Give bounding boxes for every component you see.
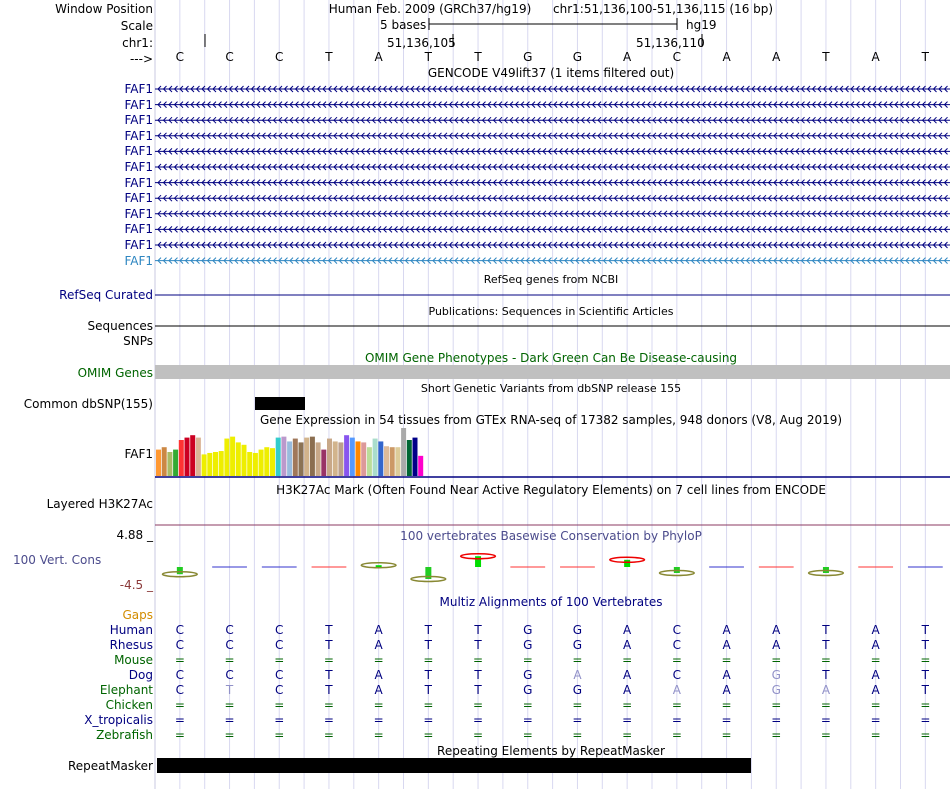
phylop-min: -4.5 _ (119, 578, 153, 592)
gtex-bar (224, 439, 229, 476)
gtex-bar (276, 438, 281, 476)
phylop-mark (376, 565, 382, 567)
phylop-mark (475, 556, 481, 567)
gtex-bars (156, 428, 423, 476)
gtex-bar (293, 439, 298, 476)
multiz-title[interactable]: Multiz Alignments of 100 Vertebrates (439, 595, 663, 609)
gtex-bar (356, 441, 361, 476)
multiz-species-label[interactable]: Zebrafish (96, 728, 153, 742)
gtex-bar (333, 441, 338, 476)
phylop-label[interactable]: 100 Vert. Cons (13, 553, 102, 567)
strand-arrow-label: ---> (129, 52, 153, 66)
repeatmasker-item (157, 758, 751, 773)
coord-b: 51,136,110 (636, 36, 705, 50)
gencode-label[interactable]: FAF1 (124, 253, 153, 268)
gtex-bar (327, 439, 332, 476)
gtex-bar (367, 447, 372, 476)
gencode-label[interactable]: FAF1 (124, 191, 153, 206)
phylop-max: 4.88 _ (116, 528, 153, 542)
gtex-bar (338, 442, 343, 476)
gencode-label[interactable]: FAF1 (124, 222, 153, 237)
gtex-bar (207, 453, 212, 476)
publications-label[interactable]: Sequences (87, 319, 153, 333)
position-text: chr1:51,136,100-51,136,115 (16 bp) (553, 2, 774, 16)
gtex-bar (384, 446, 389, 476)
multiz-species-label[interactable]: Human (109, 623, 153, 637)
coord-a: 51,136,105 (387, 36, 456, 50)
gtex-bar (264, 447, 269, 476)
multiz-species-label[interactable]: Chicken (105, 698, 153, 712)
omim-title[interactable]: OMIM Gene Phenotypes - Dark Green Can Be Disease-causing (364, 351, 738, 365)
gtex-bar (185, 438, 190, 476)
gtex-bar (247, 452, 252, 476)
gencode-label[interactable]: FAF1 (124, 160, 153, 174)
gencode-label[interactable]: FAF1 (124, 128, 153, 143)
gtex-bar (190, 435, 195, 476)
h3k27ac-label[interactable]: Layered H3K27Ac (46, 497, 153, 511)
gtex-bar (361, 442, 366, 476)
gtex-bar (162, 447, 167, 476)
gtex-bar (196, 438, 201, 476)
phylop-title[interactable]: 100 vertebrates Basewise Conservation by PhyloP (400, 529, 702, 543)
gtex-bar (173, 450, 178, 476)
gencode-label[interactable]: FAF1 (124, 113, 153, 128)
refseq-label[interactable]: RefSeq Curated (59, 288, 153, 302)
gtex-bar (304, 438, 309, 476)
phylop-mark (177, 567, 183, 574)
gtex-bar (259, 450, 264, 476)
gtex-bar (213, 452, 218, 476)
multiz-species-label[interactable]: Mouse (114, 653, 153, 667)
scale-db: hg19 (686, 18, 717, 32)
gencode-label[interactable]: FAF1 (124, 97, 153, 112)
multiz-species-label[interactable]: Dog (128, 668, 153, 682)
gtex-bar (321, 450, 326, 476)
gtex-bar (395, 447, 400, 476)
dbsnp-label[interactable]: Common dbSNP(155) (23, 397, 153, 411)
gaps-label: Gaps (122, 608, 153, 622)
gtex-bar (236, 442, 241, 476)
assembly-title: Human Feb. 2009 (GRCh37/hg19) (328, 2, 532, 16)
gtex-bar (390, 447, 395, 476)
gtex-bar (270, 448, 275, 476)
gtex-bar (202, 454, 207, 476)
dbsnp-title[interactable]: Short Genetic Variants from dbSNP release 155 (420, 382, 682, 395)
repeatmasker-label[interactable]: RepeatMasker (67, 759, 153, 773)
gtex-bar (418, 456, 423, 476)
gtex-bar (350, 438, 355, 476)
gencode-label[interactable]: FAF1 (124, 175, 153, 190)
scale-label: Scale (120, 19, 153, 33)
repeatmasker-title[interactable]: Repeating Elements by RepeatMasker (437, 744, 665, 758)
gtex-title[interactable]: Gene Expression in 54 tissues from GTEx RNA-seq of 17382 samples, 948 donors (V8, Aug 2019) (259, 413, 843, 427)
gtex-bar (316, 442, 321, 476)
gtex-bar (413, 438, 418, 476)
gtex-bar (179, 440, 184, 476)
dbsnp-item (255, 397, 305, 410)
gtex-bar (156, 450, 161, 476)
gtex-bar (167, 452, 172, 476)
snps-label[interactable]: SNPs (123, 334, 153, 348)
multiz-species-label[interactable]: X_tropicalis (84, 713, 153, 727)
multiz-species-label[interactable]: Elephant (99, 683, 153, 697)
gencode-label[interactable]: FAF1 (124, 238, 153, 252)
omim-bar (155, 365, 950, 379)
gtex-bar (310, 437, 315, 476)
scale-text: 5 bases (380, 18, 427, 32)
refseq-title[interactable]: RefSeq genes from NCBI (483, 273, 619, 286)
chrom-label: chr1: (122, 36, 153, 50)
gtex-bar (230, 437, 235, 476)
gtex-bar (407, 440, 412, 476)
gtex-bar (378, 441, 383, 476)
gtex-bar (253, 453, 258, 476)
gtex-bar (242, 445, 247, 476)
gtex-bar (287, 441, 292, 476)
gencode-label[interactable]: FAF1 (124, 144, 153, 159)
phylop-mark (624, 560, 630, 567)
gtex-label[interactable]: FAF1 (124, 447, 153, 461)
gtex-bar (281, 437, 286, 476)
window-position-label: Window Position (55, 2, 153, 16)
omim-label[interactable]: OMIM Genes (77, 366, 153, 380)
publications-title[interactable]: Publications: Sequences in Scientific Articles (428, 305, 674, 318)
gtex-bar (401, 428, 406, 476)
gencode-title[interactable]: GENCODE V49lift37 (1 items filtered out) (427, 66, 675, 80)
h3k27ac-title[interactable]: H3K27Ac Mark (Often Found Near Active Regulatory Elements) on 7 cell lines from ENCODE (276, 483, 826, 497)
gtex-bar (344, 435, 349, 476)
gtex-bar (219, 451, 224, 476)
gencode-label[interactable]: FAF1 (124, 82, 153, 96)
gtex-bar (299, 442, 304, 476)
gencode-label[interactable]: FAF1 (124, 206, 153, 221)
multiz-species-label[interactable]: Rhesus (109, 638, 153, 652)
gtex-bar (373, 439, 378, 476)
